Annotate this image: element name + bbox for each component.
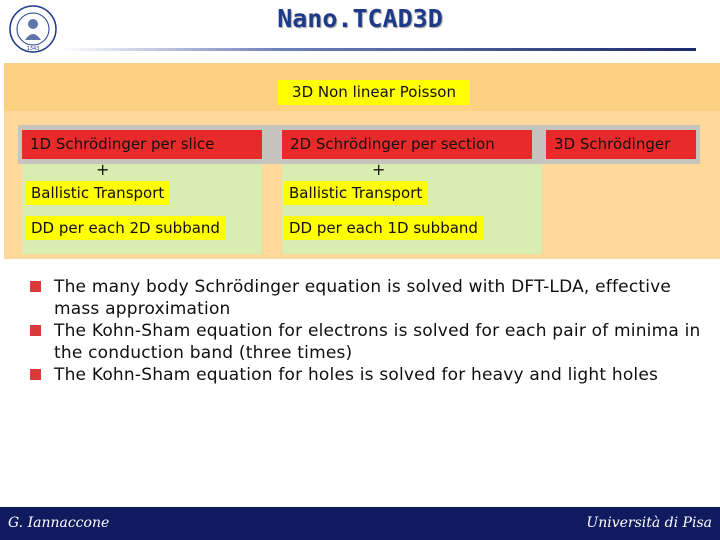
poisson-label: 3D Non linear Poisson (278, 80, 470, 105)
schrodinger-1d-box: 1D Schrödinger per slice (22, 130, 262, 159)
square-bullet-icon (30, 369, 41, 380)
schrodinger-2d-box: 2D Schrödinger per section (282, 130, 532, 159)
footer-university: Università di Pisa (586, 515, 712, 531)
bullet-item (28, 320, 708, 364)
bullet-text: The Kohn-Sham equation for holes is solved for heavy and light holes (54, 365, 659, 385)
svg-text:1343: 1343 (26, 46, 40, 52)
bullet-list (28, 276, 708, 386)
ballistic-transport-2d: Ballistic Transport (284, 181, 427, 205)
bullet-text: The many body Schrödinger equation is solved with DFT-LDA, effective mass approximation (54, 277, 672, 319)
column-1d-background (22, 164, 262, 254)
ballistic-transport-1d: Ballistic Transport (26, 181, 169, 205)
square-bullet-icon (30, 325, 41, 336)
bullet-text: The Kohn-Sham equation for electrons is solved for each pair of minima in the conduction band (three times) (54, 321, 701, 363)
bullet-item (28, 276, 708, 320)
bullet-item (28, 364, 708, 386)
dd-1d-subband: DD per each 1D subband (284, 216, 483, 240)
dd-2d-subband: DD per each 2D subband (26, 216, 225, 240)
column-2d-background (282, 164, 542, 254)
plus-sign-2d: + (372, 160, 386, 179)
footer-author: G. Iannaccone (8, 515, 110, 531)
page-title: Nano.TCAD3D (277, 4, 443, 33)
schrodinger-3d-box: 3D Schrödinger (546, 130, 696, 159)
square-bullet-icon (30, 281, 41, 292)
plus-sign-1d: + (96, 160, 110, 179)
title-underline (60, 48, 696, 51)
